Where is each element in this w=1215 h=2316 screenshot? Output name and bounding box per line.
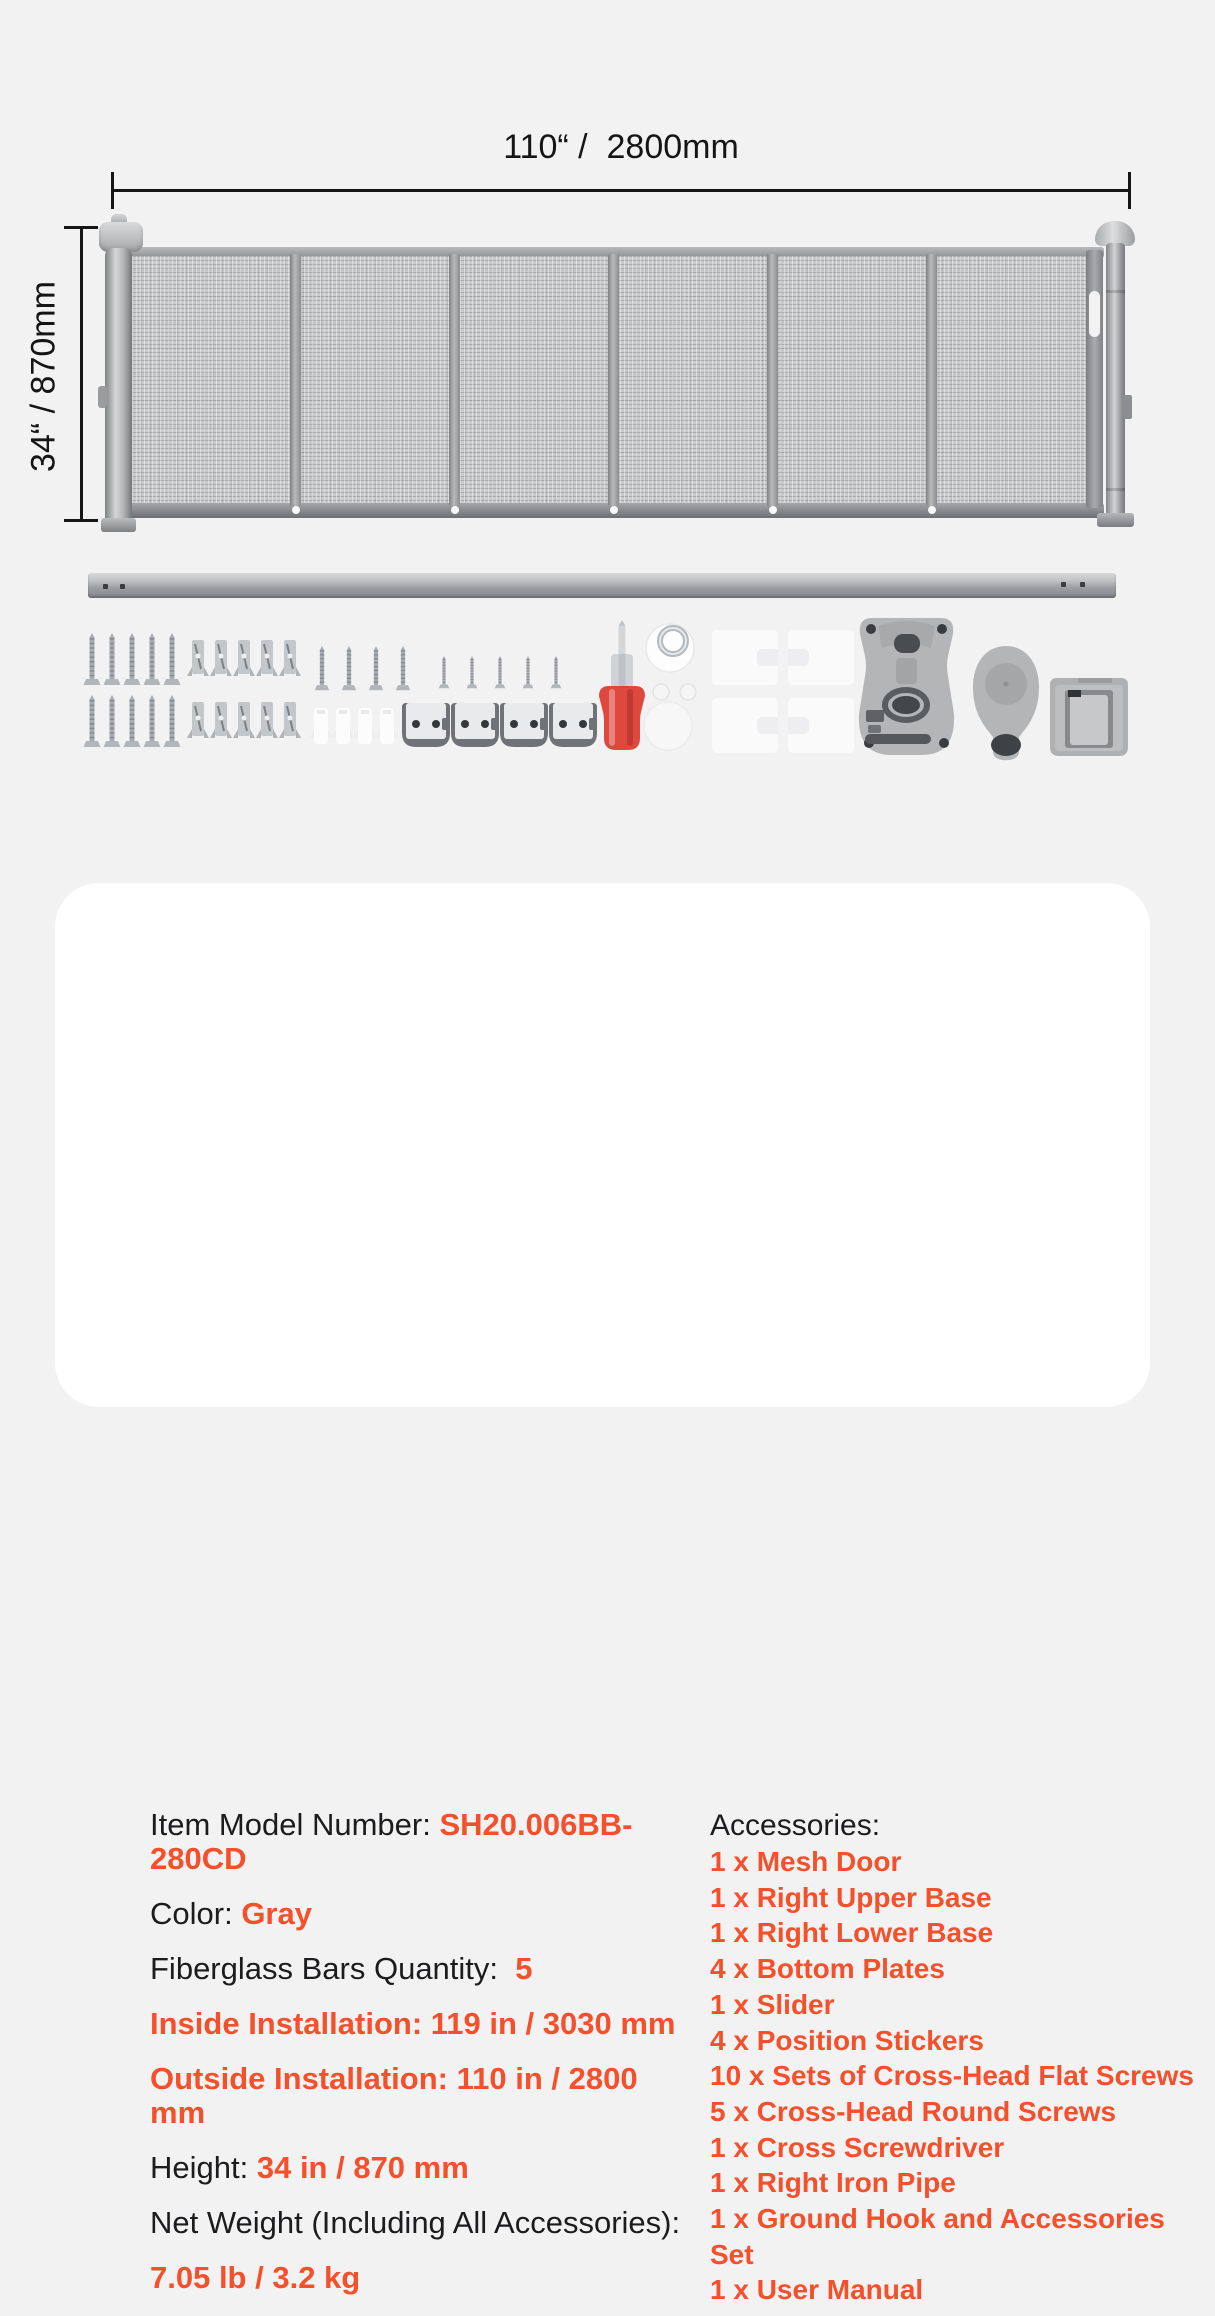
spec-value: 119 in / 3030 mm xyxy=(430,2006,676,2041)
spec-value: 7.05 lb / 3.2 kg xyxy=(150,2260,361,2295)
plastic-anchors-icon xyxy=(309,708,399,744)
spec-label: Height: xyxy=(150,2150,257,2185)
spec-row xyxy=(150,1897,695,1931)
left-post-tab xyxy=(98,386,107,408)
fiberglass-bar xyxy=(449,254,460,506)
right-pipe-joint xyxy=(1106,290,1125,293)
height-dimension-label: 34“ / 870mm xyxy=(24,281,63,472)
accessory-item: 1 x Cross Screwdriver xyxy=(710,2131,1005,2163)
ground-hook-icon xyxy=(644,624,696,750)
right-upper-base-icon xyxy=(973,646,1039,760)
spec-row xyxy=(150,2151,695,2185)
rail-hole xyxy=(120,584,125,589)
spec-row xyxy=(150,1952,695,1986)
fiberglass-bar xyxy=(290,254,301,506)
door-edge-bar xyxy=(1086,250,1103,508)
left-post-foot xyxy=(101,518,136,532)
spec-row xyxy=(150,2007,695,2041)
fiberglass-bar xyxy=(926,254,937,506)
slider-icon xyxy=(1050,678,1128,756)
accessories-illustration xyxy=(0,612,1200,776)
width-dimension-tick-left xyxy=(111,172,114,209)
spec-label: Color: xyxy=(150,1896,242,1931)
accessory-item: 1 x Mesh Door xyxy=(710,1846,902,1877)
left-roller-post xyxy=(105,248,132,526)
spec-label: Fiberglass Bars Quantity: xyxy=(150,1951,516,1986)
screwdriver-icon xyxy=(599,620,645,750)
medium-screws-icon xyxy=(315,646,410,690)
right-pipe-latch xyxy=(1123,395,1132,419)
rail-hole xyxy=(1061,582,1066,587)
spec-value: Gray xyxy=(241,1896,312,1931)
spec-label: Item Model Number: xyxy=(150,1807,440,1842)
spec-value: 110 in / 2800 mm xyxy=(150,2061,647,2130)
height-dimension-line xyxy=(80,227,83,522)
bottom-plates-icon xyxy=(402,703,597,747)
accessory-item: 1 x User Manual xyxy=(710,2274,924,2306)
wall-anchors-icon xyxy=(187,640,301,738)
fiberglass-bar xyxy=(608,254,619,506)
spec-value: 34 in / 870 mm xyxy=(256,2150,469,2185)
spec-label: Net Weight (Including All Accessories): xyxy=(150,2205,681,2240)
accessory-item: 1 x Right Lower Base xyxy=(710,1917,994,1949)
accessory-item: 1 x Right Iron Pipe xyxy=(710,2167,956,2199)
accessories-title: Accessories: xyxy=(710,1809,881,1842)
right-lower-base-icon xyxy=(859,618,954,755)
accessory-item: 1 x Slider xyxy=(710,1988,835,2020)
spec-list-right xyxy=(710,1807,1215,2308)
accessory-item: 5 x Cross-Head Round Screws xyxy=(710,2095,1117,2127)
spec-row xyxy=(150,2062,695,2130)
spec-value: 5 xyxy=(515,1951,533,1986)
accessory-item: 4 x Position Stickers xyxy=(710,2024,984,2056)
fiberglass-bar xyxy=(767,254,778,506)
spec-value: SH20.006BB-280CD xyxy=(150,1807,633,1876)
width-dimension-tick-right xyxy=(1128,172,1131,209)
right-pipe-joint xyxy=(1106,488,1125,491)
height-dimension-tick-bottom xyxy=(64,519,98,522)
spec-label: Inside Installation: xyxy=(150,2006,431,2041)
flat-screws-icon xyxy=(84,633,181,747)
accessory-item: 4 x Bottom Plates xyxy=(710,1953,945,1985)
spec-list-left xyxy=(150,1808,695,2316)
accessory-item: 1 x Right Upper Base xyxy=(710,1881,992,1913)
right-pipe-foot xyxy=(1097,513,1134,527)
round-screws-icon xyxy=(439,656,562,688)
spec-card xyxy=(55,883,1194,2306)
accessory-item: 10 x Sets of Cross-Head Flat Screws xyxy=(710,2060,1194,2092)
position-stickers-icon xyxy=(712,630,854,753)
width-dimension-label: 110“ / 2800mm xyxy=(503,128,739,166)
rail-hole xyxy=(103,584,108,589)
spec-row xyxy=(150,1808,695,1876)
door-handle-cutout xyxy=(1089,291,1100,337)
accessory-item: 1 x Ground Hook and Accessories Set xyxy=(710,2203,1173,2270)
width-dimension-line xyxy=(111,189,1131,192)
height-dimension-tick-top xyxy=(64,226,98,229)
spec-label: Outside Installation: xyxy=(150,2061,457,2096)
spec-row xyxy=(150,2261,695,2295)
right-iron-pipe xyxy=(1106,243,1125,520)
spec-row xyxy=(150,2206,695,2240)
mounting-rail xyxy=(88,573,1116,598)
accessories-list xyxy=(710,1844,1215,2308)
rail-hole xyxy=(1080,582,1085,587)
